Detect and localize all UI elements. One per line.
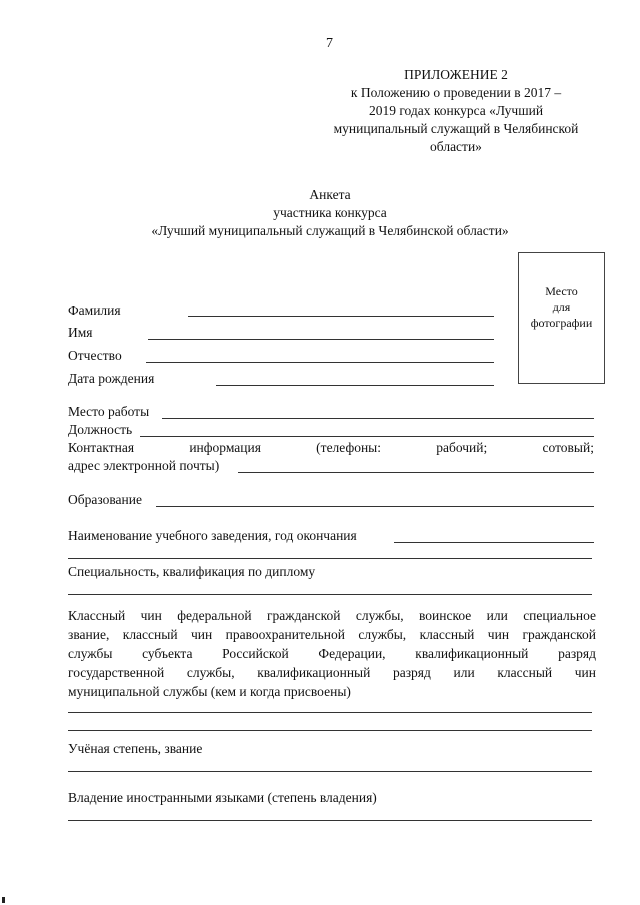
photo-label: для (552, 300, 571, 314)
name-field[interactable] (148, 339, 494, 340)
heading-contest: «Лучший муниципальный служащий в Челябинской области» (151, 223, 509, 238)
workplace-field[interactable] (162, 418, 594, 419)
specialty-field[interactable] (68, 594, 592, 595)
heading-subtitle: участника конкурса (273, 205, 387, 220)
contact-word: (телефоны: (316, 440, 381, 455)
institution-label: Наименование учебного заведения, год окончания (68, 528, 357, 543)
name-label: Имя (68, 325, 93, 340)
birth-date-field[interactable] (216, 385, 494, 386)
institution-field-extra[interactable] (68, 558, 592, 559)
appendix-block (318, 66, 594, 156)
surname-label: Фамилия (68, 303, 121, 318)
contact-word: информация (189, 440, 261, 455)
position-label: Должность (68, 422, 133, 437)
birth-date-label: Дата рождения (68, 371, 155, 386)
appendix-line: к Положению о проведении в 2017 – (350, 85, 562, 100)
languages-label: Владение иностранными языками (степень владения) (68, 790, 377, 805)
institution-field[interactable] (394, 542, 594, 543)
rank-field[interactable] (68, 712, 592, 713)
heading-title: Анкета (309, 187, 351, 202)
email-label: адрес электронной почты) (68, 458, 220, 473)
photo-placeholder[interactable] (518, 252, 605, 384)
scan-mark (2, 897, 5, 903)
form-heading (60, 186, 600, 240)
languages-field[interactable] (68, 820, 592, 821)
rank-line: Классный чин федеральной гражданской службы, воинское или специальное (68, 608, 596, 623)
rank-paragraph (68, 606, 596, 701)
contact-word: рабочий; (436, 440, 488, 455)
specialty-label: Специальность, квалификация по диплому (68, 564, 316, 579)
surname-field[interactable] (188, 316, 494, 317)
contact-label-row (68, 440, 594, 456)
appendix-line: области» (430, 139, 482, 154)
education-label: Образование (68, 492, 142, 507)
contact-word: Контактная (68, 440, 135, 455)
appendix-line: 2019 годах конкурса «Лучший (368, 103, 544, 118)
appendix-title: ПРИЛОЖЕНИЕ 2 (404, 67, 508, 82)
appendix-line: муниципальный служащий в Челябинской (333, 121, 579, 136)
patronymic-label: Отчество (68, 348, 122, 363)
page-number: 7 (326, 36, 333, 51)
workplace-label: Место работы (68, 404, 150, 419)
degree-field[interactable] (68, 771, 592, 772)
contact-field[interactable] (238, 472, 594, 473)
position-field[interactable] (140, 436, 594, 437)
education-field[interactable] (156, 506, 594, 507)
contact-word: сотовый; (542, 440, 594, 455)
rank-line: государственной службы, квалификационный разряд или классный чин (68, 665, 596, 680)
degree-label: Учёная степень, звание (68, 741, 203, 756)
patronymic-field[interactable] (146, 362, 494, 363)
photo-label: Место (545, 284, 578, 298)
rank-line: службы субъекта Российской Федерации, квалификационный разряд (68, 646, 596, 661)
photo-label: фотографии (530, 316, 593, 330)
rank-line: муниципальной службы (кем и когда присвоены) (68, 684, 351, 699)
rank-field-extra[interactable] (68, 730, 592, 731)
rank-line: звание, классный чин правоохранительной службы, классный чин гражданской (68, 627, 596, 642)
